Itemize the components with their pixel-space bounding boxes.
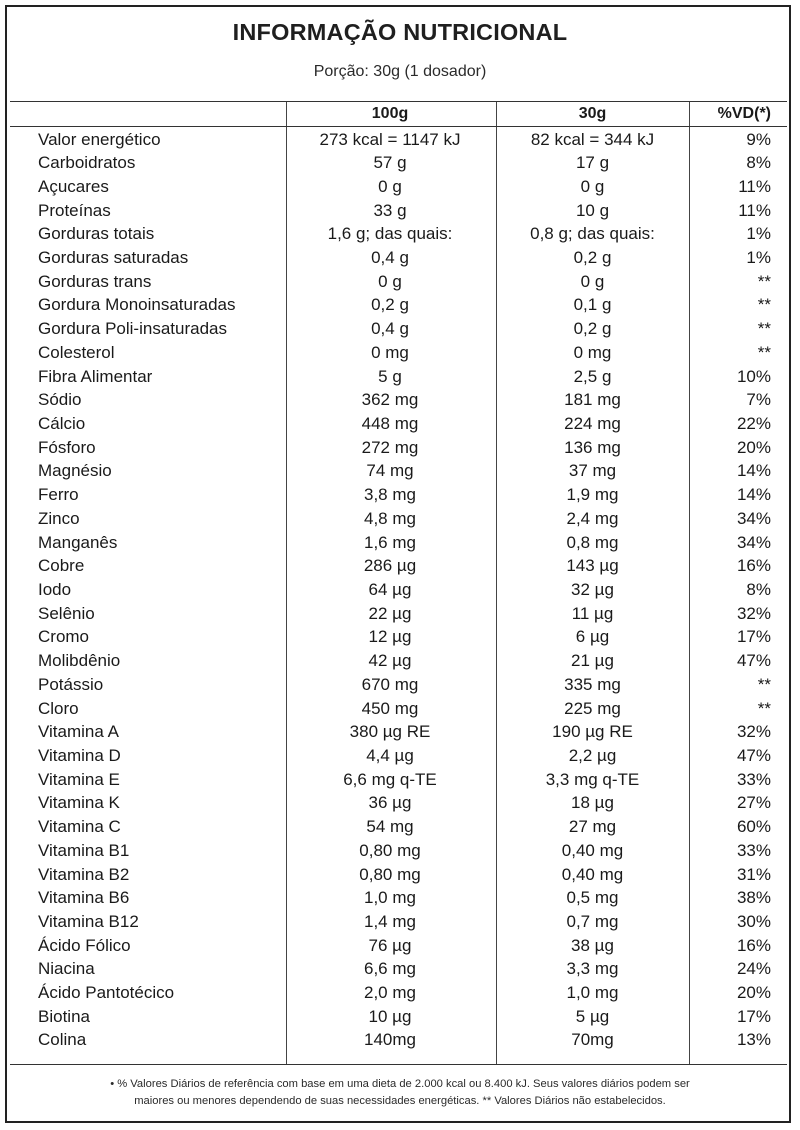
value-per-30g: 27 mg — [568, 817, 617, 837]
table-header — [10, 102, 787, 126]
table-row — [10, 720, 787, 744]
table-row — [10, 388, 787, 412]
daily-value-percent: ** — [757, 342, 771, 362]
nutrient-name: Zinco — [38, 508, 80, 528]
value-per-30g: 10 g — [575, 200, 610, 220]
nutrient-name: Gorduras trans — [38, 271, 152, 291]
table-row — [10, 744, 787, 768]
footnote-line-1: • % Valores Diários de referência com base em uma dieta de 2.000 kcal ou 8.400 kJ. Seus valores diários podem ser — [110, 1078, 690, 1090]
nutrient-name: Ácido Fólico — [38, 935, 131, 955]
value-per-30g: 32 µg — [571, 579, 614, 599]
value-per-100g: 0 g — [378, 271, 402, 291]
daily-value-percent: 47% — [736, 745, 771, 765]
value-per-30g: 21 µg — [571, 651, 614, 671]
value-per-30g: 0,8 mg — [566, 532, 619, 552]
daily-value-percent: 60% — [736, 817, 771, 837]
table-row — [10, 293, 787, 317]
nutrient-name: Proteínas — [38, 200, 111, 220]
daily-value-percent: ** — [757, 271, 771, 291]
value-per-100g: 0 mg — [371, 342, 409, 362]
daily-value-percent: 33% — [736, 769, 771, 789]
nutrient-name: Iodo — [38, 579, 72, 599]
value-per-100g: 362 mg — [361, 390, 419, 410]
footnote — [30, 1076, 770, 1110]
nutrient-name: Potássio — [38, 674, 104, 694]
table-row — [10, 175, 787, 199]
daily-value-percent: 11% — [738, 176, 771, 196]
value-per-30g: 181 mg — [564, 390, 621, 410]
nutrient-name: Ácido Pantotécico — [38, 983, 175, 1003]
table-row — [10, 270, 787, 294]
table-row — [10, 436, 787, 460]
nutrient-name: Vitamina B6 — [38, 888, 130, 908]
daily-value-percent: 17% — [736, 627, 771, 647]
daily-value-percent: 27% — [736, 793, 771, 813]
value-per-100g: 0,4 g — [371, 319, 409, 339]
nutrient-name: Vitamina B12 — [38, 911, 139, 931]
table-row — [10, 128, 787, 152]
table-row — [10, 507, 787, 531]
value-per-30g: 18 µg — [571, 793, 614, 813]
value-per-30g: 5 µg — [575, 1006, 610, 1026]
value-per-100g: 0,80 mg — [359, 864, 421, 884]
value-per-100g: 0 g — [378, 176, 402, 196]
nutrient-name: Molibdênio — [38, 651, 121, 671]
daily-value-percent: ** — [757, 295, 771, 315]
daily-value-percent: 13% — [736, 1030, 771, 1050]
table-row — [10, 1028, 787, 1052]
nutrient-name: Selênio — [38, 603, 95, 623]
label-title: INFORMAÇÃO NUTRICIONAL — [232, 19, 568, 45]
table-row — [10, 151, 787, 175]
table-row — [10, 981, 787, 1005]
value-per-100g: 22 µg — [368, 603, 412, 623]
nutrient-name: Vitamina C — [38, 817, 121, 837]
nutrient-name: Carboidratos — [38, 153, 136, 173]
table-row — [10, 815, 787, 839]
value-per-30g: 0,7 mg — [566, 911, 619, 931]
value-per-100g: 76 µg — [368, 935, 412, 955]
value-per-30g: 0 mg — [573, 342, 612, 362]
value-per-30g: 1,0 mg — [566, 983, 619, 1003]
value-per-100g: 380 µg RE — [349, 722, 431, 742]
value-per-100g: 42 µg — [368, 651, 412, 671]
daily-value-percent: 32% — [736, 603, 771, 623]
value-per-100g: 0,80 mg — [359, 840, 421, 860]
value-per-100g: 670 mg — [361, 674, 419, 694]
portion-size: Porção: 30g (1 dosador) — [313, 63, 487, 80]
table-row — [10, 768, 787, 792]
nutrient-name: Valor energético — [38, 129, 161, 149]
header-per-30g: 30g — [578, 105, 607, 122]
nutrient-name: Vitamina D — [38, 745, 121, 765]
daily-value-percent: 8% — [746, 579, 771, 599]
nutrition-table — [10, 101, 787, 1065]
value-per-100g: 3,8 mg — [364, 485, 416, 505]
value-per-100g: 286 µg — [363, 556, 417, 576]
header-daily-value: %VD(*) — [717, 105, 771, 122]
daily-value-percent: 47% — [736, 651, 771, 671]
value-per-30g: 0 g — [580, 176, 605, 196]
nutrient-name: Vitamina B2 — [38, 864, 130, 884]
value-per-30g: 3,3 mg q-TE — [545, 769, 640, 789]
table-row — [10, 341, 787, 365]
value-per-30g: 1,9 mg — [566, 485, 619, 505]
value-per-30g: 17 g — [575, 153, 610, 173]
value-per-30g: 335 mg — [564, 674, 621, 694]
daily-value-percent: 1% — [746, 248, 771, 268]
daily-value-percent: 11% — [738, 200, 771, 220]
table-row — [10, 459, 787, 483]
value-per-100g: 6,6 mg — [364, 959, 416, 979]
value-per-30g: 2,4 mg — [566, 508, 619, 528]
value-per-30g: 224 mg — [564, 414, 621, 434]
nutrient-name: Cálcio — [38, 414, 86, 434]
table-row — [10, 697, 787, 721]
value-per-100g: 64 µg — [368, 579, 412, 599]
nutrient-name: Cobre — [38, 556, 85, 576]
nutrient-name: Sódio — [38, 390, 82, 410]
nutrient-name: Manganês — [38, 532, 118, 552]
value-per-100g: 273 kcal = 1147 kJ — [319, 129, 461, 149]
daily-value-percent: 10% — [736, 366, 771, 386]
nutrient-name: Vitamina K — [38, 793, 120, 813]
value-per-30g: 0,1 g — [573, 295, 612, 315]
table-row — [10, 578, 787, 602]
value-per-30g: 0,2 g — [573, 248, 612, 268]
value-per-30g: 143 µg — [566, 556, 619, 576]
table-row — [10, 910, 787, 934]
nutrient-name: Açucares — [38, 176, 109, 196]
nutrient-name: Fibra Alimentar — [38, 366, 153, 386]
nutrient-name: Vitamina B1 — [38, 840, 130, 860]
nutrient-name: Gorduras saturadas — [38, 248, 189, 268]
table-row — [10, 839, 787, 863]
daily-value-percent: ** — [757, 319, 771, 339]
table-row — [10, 365, 787, 389]
value-per-30g: 0,2 g — [573, 319, 612, 339]
value-per-30g: 82 kcal = 344 kJ — [530, 129, 655, 149]
footnote-line-2: maiores ou menores dependendo de suas necessidades energéticas. ** Valores Diários não estabelecidos. — [134, 1095, 666, 1107]
nutrient-name: Ferro — [38, 485, 79, 505]
nutrient-name: Gorduras totais — [38, 224, 155, 244]
daily-value-percent: 7% — [746, 390, 771, 410]
header-per-100g: 100g — [371, 105, 409, 122]
value-per-100g: 57 g — [373, 153, 407, 173]
value-per-30g: 70mg — [571, 1030, 614, 1050]
value-per-30g: 136 mg — [564, 437, 621, 457]
daily-value-percent: 8% — [746, 153, 771, 173]
nutrient-name: Fósforo — [38, 437, 96, 457]
value-per-100g: 1,4 mg — [364, 911, 416, 931]
value-per-30g: 225 mg — [564, 698, 621, 718]
daily-value-percent: 34% — [736, 508, 771, 528]
table-row — [10, 317, 787, 341]
table-row — [10, 531, 787, 555]
table-row — [10, 791, 787, 815]
table-row — [10, 1005, 787, 1029]
value-per-100g: 272 mg — [361, 437, 419, 457]
value-per-100g: 12 µg — [368, 627, 412, 647]
value-per-100g: 1,0 mg — [364, 888, 416, 908]
value-per-100g: 33 g — [373, 200, 407, 220]
table-bottom-divider — [10, 1064, 787, 1065]
nutrient-name: Niacina — [38, 959, 95, 979]
value-per-30g: 2,2 µg — [568, 745, 617, 765]
value-per-30g: 11 µg — [571, 603, 614, 623]
value-per-30g: 0,5 mg — [566, 888, 619, 908]
nutrient-name: Cloro — [38, 698, 79, 718]
nutrient-name: Colesterol — [38, 342, 115, 362]
daily-value-percent: 33% — [736, 840, 771, 860]
daily-value-percent: 24% — [736, 959, 771, 979]
daily-value-percent: 14% — [736, 485, 771, 505]
table-row — [10, 222, 787, 246]
value-per-100g: 36 µg — [368, 793, 412, 813]
value-per-100g: 0,4 g — [371, 248, 409, 268]
daily-value-percent: 20% — [736, 983, 771, 1003]
value-per-100g: 6,6 mg q-TE — [343, 769, 437, 789]
table-row — [10, 625, 787, 649]
table-row — [10, 957, 787, 981]
value-per-30g: 0 g — [580, 271, 605, 291]
value-per-100g: 4,4 µg — [366, 745, 414, 765]
value-per-100g: 1,6 g; das quais: — [327, 224, 453, 244]
nutrient-name: Magnésio — [38, 461, 112, 481]
table-row — [10, 199, 787, 223]
nutrient-name: Gordura Poli-insaturadas — [38, 319, 227, 339]
table-row — [10, 483, 787, 507]
table-row — [10, 649, 787, 673]
nutrient-name: Cromo — [38, 627, 90, 647]
daily-value-percent: 9% — [746, 129, 771, 149]
nutrient-name: Vitamina A — [38, 722, 119, 742]
value-per-30g: 0,8 g; das quais: — [530, 224, 655, 244]
value-per-30g: 38 µg — [571, 935, 614, 955]
value-per-30g: 6 µg — [575, 627, 610, 647]
value-per-30g: 190 µg RE — [552, 722, 633, 742]
value-per-100g: 5 g — [378, 366, 402, 386]
daily-value-percent: 38% — [736, 888, 771, 908]
value-per-30g: 37 mg — [568, 461, 617, 481]
nutrient-name: Vitamina E — [38, 769, 120, 789]
table-row — [10, 554, 787, 578]
daily-value-percent: ** — [757, 674, 771, 694]
value-per-100g: 450 mg — [361, 698, 419, 718]
daily-value-percent: 1% — [746, 224, 771, 244]
value-per-100g: 10 µg — [368, 1006, 412, 1026]
daily-value-percent: 22% — [736, 414, 771, 434]
value-per-100g: 74 mg — [366, 461, 414, 481]
daily-value-percent: 34% — [736, 532, 771, 552]
value-per-100g: 54 mg — [366, 817, 414, 837]
daily-value-percent: 20% — [736, 437, 771, 457]
nutrient-name: Biotina — [38, 1006, 90, 1026]
daily-value-percent: ** — [757, 698, 771, 718]
value-per-100g: 4,8 mg — [364, 508, 416, 528]
value-per-100g: 0,2 g — [371, 295, 409, 315]
value-per-100g: 448 mg — [361, 414, 419, 434]
nutrient-name: Colina — [38, 1030, 87, 1050]
daily-value-percent: 32% — [736, 722, 771, 742]
value-per-30g: 3,3 mg — [566, 959, 619, 979]
table-row — [10, 412, 787, 436]
value-per-30g: 0,40 mg — [561, 840, 624, 860]
value-per-100g: 140mg — [364, 1030, 416, 1050]
daily-value-percent: 17% — [736, 1006, 771, 1026]
table-row — [10, 246, 787, 270]
table-row — [10, 863, 787, 887]
daily-value-percent: 16% — [736, 556, 771, 576]
value-per-30g: 2,5 g — [573, 366, 612, 386]
daily-value-percent: 16% — [736, 935, 771, 955]
table-row — [10, 934, 787, 958]
value-per-100g: 2,0 mg — [364, 983, 416, 1003]
daily-value-percent: 31% — [736, 864, 771, 884]
value-per-30g: 0,40 mg — [561, 864, 624, 884]
table-row — [10, 673, 787, 697]
daily-value-percent: 30% — [736, 911, 771, 931]
table-row — [10, 886, 787, 910]
value-per-100g: 1,6 mg — [364, 532, 416, 552]
daily-value-percent: 14% — [736, 461, 771, 481]
nutrient-name: Gordura Monoinsaturadas — [38, 295, 236, 315]
table-row — [10, 602, 787, 626]
